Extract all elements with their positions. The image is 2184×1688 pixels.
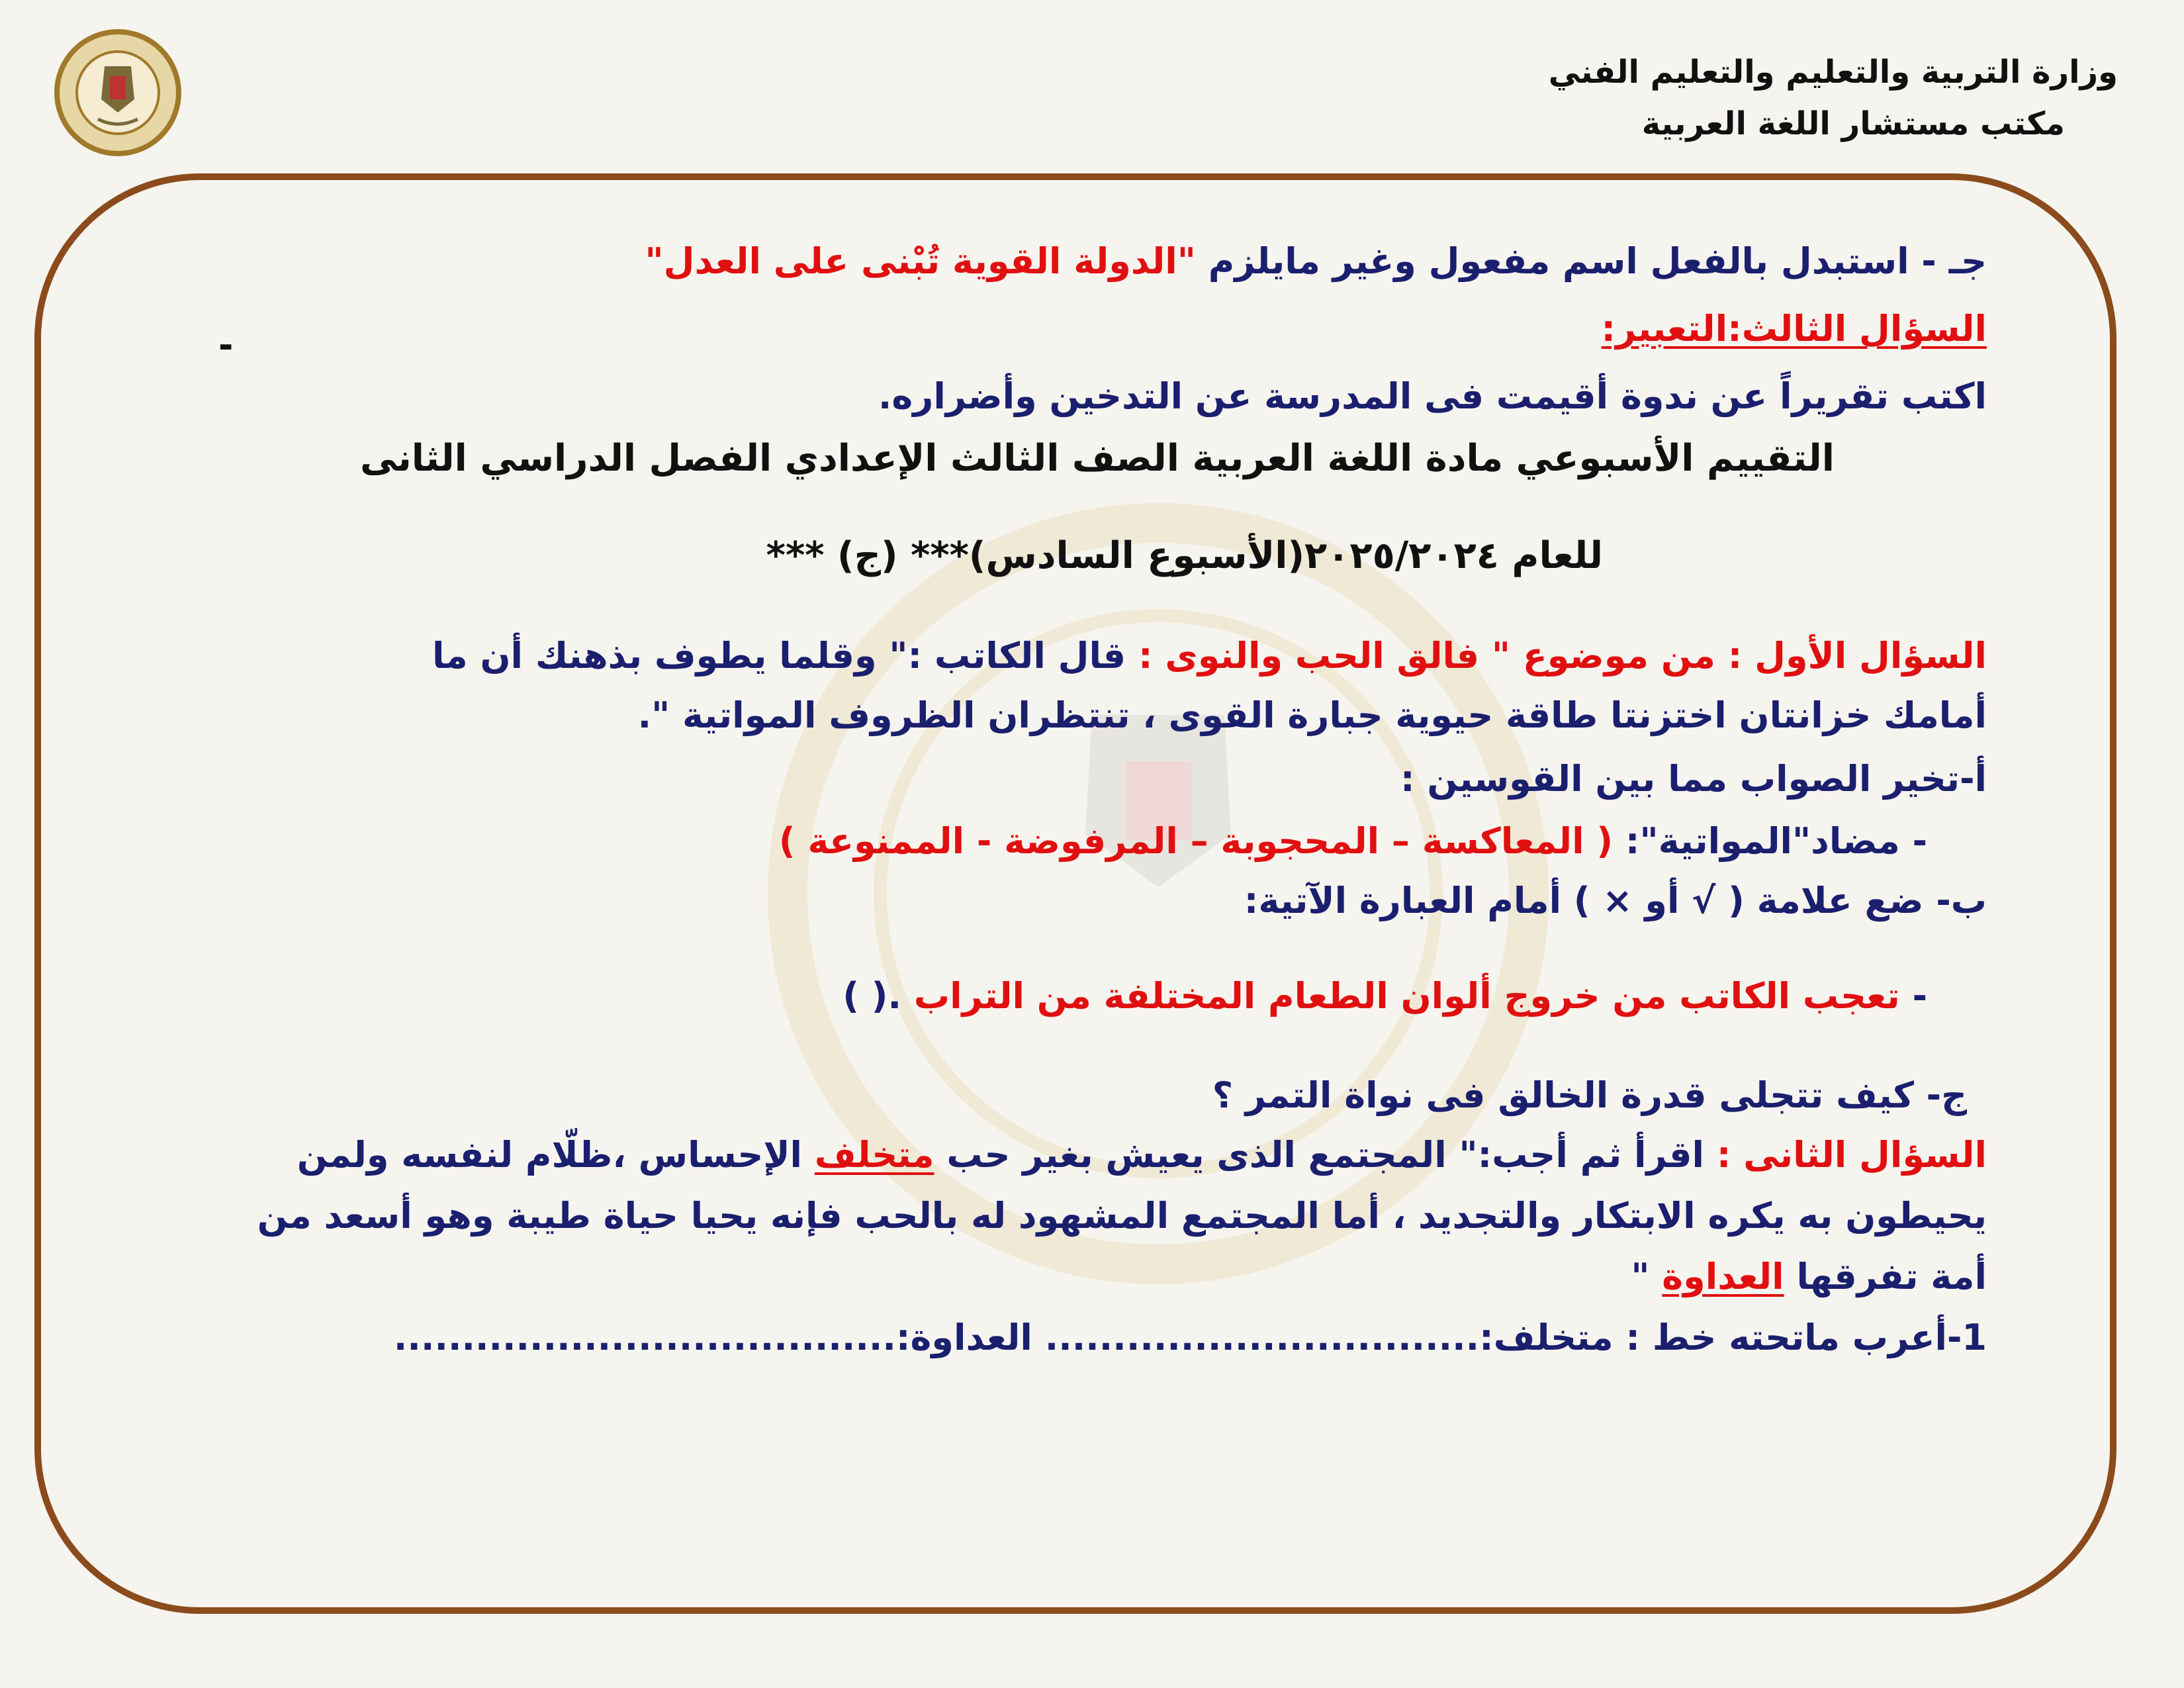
underlined-word-2: العداوة	[1662, 1256, 1784, 1297]
ministry-name: وزارة التربية والتعليم والتعليم الفني	[1548, 54, 2118, 91]
q1-part-a-item	[779, 818, 1927, 865]
office-name: مكتب مستشار اللغة العربية	[1641, 105, 2065, 142]
q2-passage-line3	[1631, 1254, 1987, 1300]
q2-passage-start: اقرأ ثم أجب:" المجتمع الذى يعيش بغير حب	[934, 1134, 1705, 1176]
q2-passage-end: أمة تفرقها	[1784, 1256, 1987, 1297]
line-substitute-question	[645, 238, 1987, 285]
ministry-logo	[52, 26, 184, 159]
assessment-year-week: للعام ٢٠٢٥/٢٠٢٤(الأسبوع السادس)*** (ج) ***	[766, 534, 1603, 577]
q2-heading: السؤال الثانى :	[1704, 1134, 1987, 1176]
antonym-choices: ( المعاكسة – المحجوبة – المرفوضة - الممنوعة )	[778, 820, 1614, 862]
assessment-title: التقييم الأسبوعي مادة اللغة العربية الصف الثالث الإعدادي الفصل الدراسي الثانى	[360, 437, 1835, 480]
answer-parentheses: .( )	[842, 975, 914, 1017]
q1-passage-end: أمامك خزانتان اختزنتا طاقة حيوية جبارة القوى ، تنتظران الظروف المواتية ".	[637, 694, 1987, 736]
true-false-statement: تعجب الكاتب من خروج ألوان الطعام المختلفة من التراب	[913, 975, 1900, 1017]
closing-quote: "	[1631, 1256, 1662, 1297]
ministry-header	[1549, 46, 2118, 150]
q2-passage-line2: يحيطون به يكره الابتكار والتجديد ، أما المجتمع المشهود له بالحب فإنه يحيا حياة طيبة وهو أسعد من	[257, 1195, 1987, 1237]
statement-dash: -	[1899, 975, 1927, 1017]
question-c-prompt: جـ - استبدل بالفعل اسم مفعول وغير مايلزم	[1195, 240, 1987, 282]
q1-part-b-item	[842, 973, 1927, 1019]
q1-part-b: ب- ضع علامة ( √ أو × ) أمام العبارة الآتية:	[1244, 880, 1987, 921]
dash-mark: -	[218, 324, 234, 366]
q1-line	[432, 633, 1987, 679]
essay-prompt: اكتب تقريراً عن ندوة أقيمت فى المدرسة عن التدخين وأضراره.	[878, 375, 1987, 417]
question-c-sentence: "الدولة القوية تُبْنى على العدل"	[645, 240, 1196, 282]
q2-parse-task: 1-أعرب ماتحته خط : متخلف:................................ العداوة:.....................................	[393, 1317, 1987, 1358]
q1-part-a: أ-تخير الصواب مما بين القوسين :	[1400, 758, 1987, 800]
q3-expression-heading: السؤال الثالث:التعبير:	[1601, 308, 1987, 350]
q2-passage-mid: الإحساس ،ظلّام لنفسه ولمن	[296, 1134, 815, 1176]
antonym-prompt: - مضاد"المواتية":	[1613, 820, 1927, 862]
q1-heading: السؤال الأول : من موضوع " فالق الحب والنوى :	[1126, 635, 1987, 677]
q2-line	[297, 1132, 1987, 1178]
q1-passage-start: قال الكاتب :" وقلما يطوف بذهنك أن ما	[432, 635, 1126, 677]
q1-part-c: ج- كيف تتجلى قدرة الخالق فى نواة التمر ؟	[1212, 1074, 1967, 1116]
underlined-word-1: متخلف	[814, 1134, 934, 1176]
